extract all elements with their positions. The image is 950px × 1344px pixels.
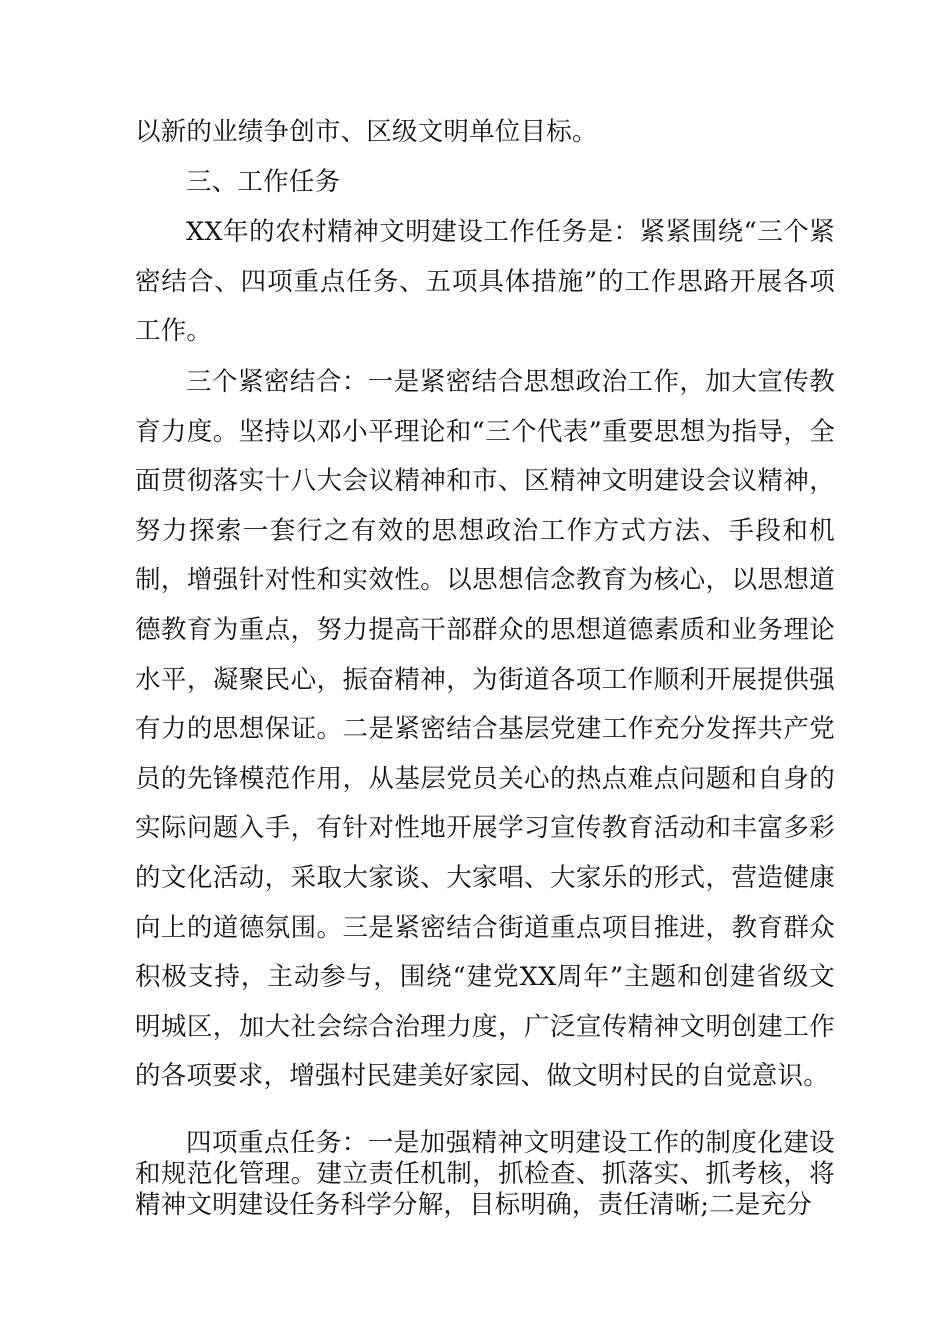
paragraph-continuation: 以新的业绩争创市、区级文明单位目标。 <box>135 117 598 147</box>
paragraph-three-combinations: 三个紧密结合：一是紧密结合思想政治工作，加大宣传教育力度。坚持以邓小平理论和“三个代表”重要思想为指导，全面贯彻落实十八大会议精神和市、区精神文明建设会议精神，努力探索一套行之有效的思想政治工作方式方法、手段和机制，增强针对性和实效性。以思想信念教育为核心，以思想道德教育为重点，努力提高干部群众的思想道德素质和业务理论水平，凝聚民心，振奋精神，为街道各项工作顺利开展提供强有力的思想保证。二是紧密结合基层党建工作充分发挥共产党员的先锋模范作用，从基层党员关心的热点难点问题和自身的实际问题入手，有针对性地开展学习宣传教育活动和丰富多彩的文化活动，采取大家谈、大家唱、大家乐的形式，营造健康向上的道德氛围。三是紧密结合街道重点项目推进，教育群众积极支持，主动参与，围绕“建党XX周年”主题和创建省级文明城区，加大社会综合治理力度，广泛宣传精神文明创建工作的各项要求，增强村民建美好家园、做文明村民的自觉意识。 <box>135 367 835 1092</box>
section-heading: 三、工作任务 <box>186 167 341 197</box>
paragraph-task-overview: XX年的农村精神文明建设工作任务是：紧紧围绕“三个紧密结合、四项重点任务、五项具体措施”的工作思路开展各项工作。 <box>135 217 835 347</box>
paragraph-four-key-tasks: 四项重点任务：一是加强精神文明建设工作的制度化建设和规范化管理。建立责任机制，抓检查、抓落实、抓考核，将精神文明建设任务科学分解，目标明确，责任清晰;二是充分 <box>135 1128 835 1220</box>
